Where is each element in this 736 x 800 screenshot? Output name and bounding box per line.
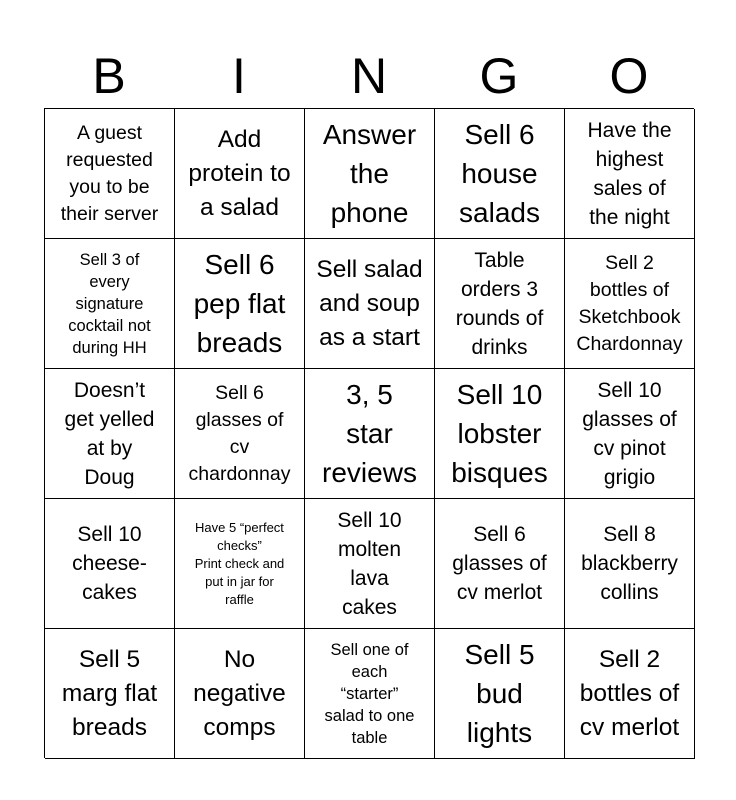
cell-text: Sell 10 cheese- cakes [72,523,147,604]
cell-text: Sell 2 bottles of cv merlot [579,645,680,741]
cell-text: Sell one of each “starter” salad to one table [324,640,415,747]
bingo-cell-r3c5 [565,369,695,499]
cell-text: Table orders 3 rounds of drinks [455,248,544,359]
cell-text: 3, 5 star reviews [322,379,417,488]
bingo-cell-r4c2 [175,499,305,629]
bingo-cell-r2c2 [175,239,305,369]
cell-text: A guest requested you to be their server [60,121,159,225]
bingo-cell-r2c4 [435,239,565,369]
bingo-cell-r1c2 [175,109,305,239]
cell-text: Sell 8 blackberry collins [581,523,678,604]
cell-text: Sell salad and soup as a start [316,255,423,351]
cell-text: Sell 6 house salads [459,119,540,228]
bingo-cell-r5c3 [305,629,435,759]
bingo-cell-r4c5 [565,499,695,629]
bingo-cell-r3c1 [45,369,175,499]
cell-text: Sell 5 bud lights [464,639,535,748]
cell-text: Doesn’t get yelled at by Doug [64,378,155,489]
header-letter-b: B [92,48,126,104]
cell-text: Have 5 “perfect checks” Print check and put in jar for raffle [194,519,285,607]
cell-text: Add protein to a salad [188,125,291,221]
bingo-cell-r3c4 [435,369,565,499]
cell-text: Sell 10 glasses of cv pinot grigio [582,378,677,489]
cell-text: No negative comps [193,645,286,741]
header-letter-g: G [479,48,519,104]
bingo-cell-r2c1 [45,239,175,369]
bingo-cell-r5c5 [565,629,695,759]
cell-text: Sell 6 glasses of cv merlot [452,523,547,604]
cell-text: Sell 2 bottles of Sketchbook Chardonnay [576,251,683,355]
bingo-cell-r5c4 [435,629,565,759]
bingo-cell-r3c2 [175,369,305,499]
header-letter-n: N [350,48,388,104]
bingo-cell-r4c3 [305,499,435,629]
bingo-cell-r1c5 [565,109,695,239]
cell-text: Sell 10 molten lava cakes [337,508,402,619]
bingo-cell-r3c3 [305,369,435,499]
cell-text: Sell 3 of every signature cocktail not during HH [68,250,151,357]
bingo-cell-r1c1 [45,109,175,239]
header-letter-o: O [609,48,649,104]
bingo-grid [44,108,694,758]
cell-text: Sell 6 glasses of cv chardonnay [188,381,291,485]
bingo-header [44,48,694,104]
cell-text: Sell 10 lobster bisques [451,379,548,488]
cell-text: Answer the phone [322,119,417,228]
cell-text: Sell 5 marg flat breads [61,645,158,741]
bingo-cell-r1c4 [435,109,565,239]
bingo-cell-r4c1 [45,499,175,629]
cell-text: Have the highest sales of the night [587,118,672,229]
bingo-cell-r2c5 [565,239,695,369]
header-letter-i: I [232,48,246,104]
bingo-cell-r1c3 [305,109,435,239]
bingo-cell-r5c2 [175,629,305,759]
bingo-cell-r5c1 [45,629,175,759]
bingo-cell-r2c3 [305,239,435,369]
cell-text: Sell 6 pep flat breads [193,249,286,358]
bingo-cell-r4c4 [435,499,565,629]
